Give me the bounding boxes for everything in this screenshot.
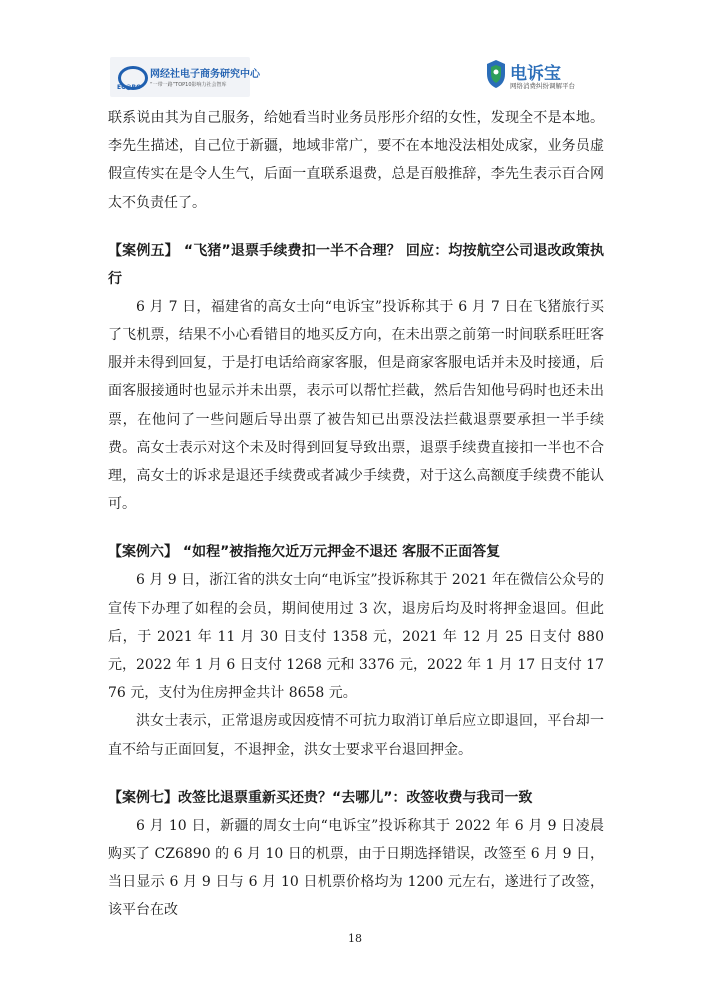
brand-name: 电诉宝 xyxy=(510,64,561,84)
document-body xyxy=(108,104,604,925)
case-5-paragraph: 6 月 7 日，福建省的高女士向“电诉宝”投诉称其于 6 月 7 日在飞猪旅行买了飞机票，结果不小心看错目的地买反方向，在未出票之前第一时间联系旺旺客服并未得到回复，于是打电话给商家客服，但是商家客服电话并未及时接通，后面客服接通时也显示并未出票，表示可以帮忙拦截，然后告知他号码时也还未出票，在他问了一些问题后导出票了被告知已出票没法拦截退票要承担一半手续费。高女士表示对这个未及时得到回复导致出票，退票手续费直接扣一半也不合理，高女士的诉求是退还手续费或者减少手续费，对于这么高额度手续费不能认可。 xyxy=(108,298,604,513)
dianshubao-logo xyxy=(486,57,606,97)
case-6-title: 【案例六】 “如程”被指拖欠近万元押金不退还 客服不正面答复 xyxy=(108,544,501,561)
page-number: 18 xyxy=(348,932,362,945)
case-5 xyxy=(108,237,604,519)
case-7 xyxy=(108,784,604,925)
brand-subtitle: 网络消费纠纷调解平台 xyxy=(510,82,575,90)
page-header xyxy=(0,0,710,108)
case-6-paragraph-1: 6 月 9 日，浙江省的洪女士向“电诉宝”投诉称其于 2021 年在微信公众号的宣传下办理了如程的会员，期间使用过 3 次，退房后均及时将押金退回。但此后，于 2021 年 11 月 30 日支付 1358 元，2021 年 12 月 25 日支付 880 元，2022 年 1 月 6 日支付 1268 元和 3376 元，2022 年 1 月 17 日支付 1776 元，支付为住房押金共计 8658 元。 xyxy=(108,572,605,702)
ecrc-slogan: “一带一路”TOP10影响力社会智库 xyxy=(150,82,227,88)
case-7-title: 【案例七】改签比退票重新买还贵？“去哪儿”：改签收费与我司一致 xyxy=(108,789,533,806)
intro-paragraph: 联系说由其为自己服务，给她看当时业务员彤彤介绍的女性，发现全不是本地。李先生描述，自己位于新疆，地域非常广，要不在本地没法相处成家，业务员虚假宣传实在是令人生气，后面一直联系退费，总是百般推辞，李先生表示百合网太不负责任了。 xyxy=(108,110,604,211)
ecrc-abbr: EC@RC xyxy=(117,84,141,91)
shield-icon xyxy=(486,59,506,89)
ecrc-org-name: 网经社电子商务研究中心 xyxy=(150,69,260,80)
case-7-paragraph: 6 月 10 日，新疆的周女士向“电诉宝”投诉称其于 2022 年 6 月 9 日凌晨购买了 CZ6890 的 6 月 10 日的机票，由于日期选择错误，改签至 6 月 9 日，当日显示 6 月 9 日与 6 月 10 日机票价格均为 1200 元左右，遂进行了改签，该平台在改 xyxy=(108,817,604,919)
case-6-paragraph-2: 洪女士表示，正常退房或因疫情不可抗力取消订单后应立即退回，平台却一直不给与正面回复，不退押金，洪女士要求平台退回押金。 xyxy=(108,713,604,758)
case-6 xyxy=(108,538,604,763)
case-5-title: 【案例五】 “飞猪”退票手续费扣一半不合理？ 回应：均按航空公司退改政策执行 xyxy=(108,242,604,287)
ecrc-logo xyxy=(110,57,260,97)
